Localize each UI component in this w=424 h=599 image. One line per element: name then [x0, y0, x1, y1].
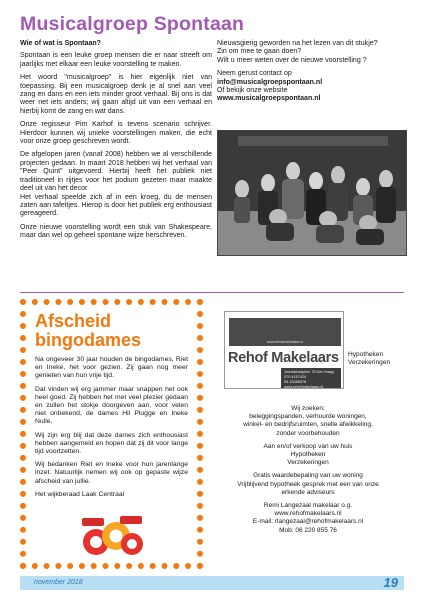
website-line: Of bekijk onze website	[217, 87, 288, 95]
article-left-column	[20, 40, 212, 246]
ad-side-services	[348, 351, 390, 368]
group-photo	[217, 130, 407, 256]
contact-email[interactable]: info@musicalgroepspontaan.nl	[217, 78, 323, 86]
article-paragraph: Spontaan is een leuke groep mensen die er naar streeft om jaarlijks met elkaar een leuke voorstelling te maken.	[20, 52, 212, 68]
ad-photo-strip	[229, 318, 341, 346]
article-question: Wie of wat is Spontaan?	[20, 40, 101, 47]
page-title: Musicalgroep Spontaan	[20, 13, 245, 35]
ad-address-block	[281, 368, 341, 388]
page-number: 19	[383, 575, 398, 590]
ad-valuation: Gratis waardebepaling van uw woning Vrijblijvend hypotheek gesprek met een van onze erkende adviseurs	[237, 472, 379, 496]
promo-title-line: bingodames	[35, 330, 142, 350]
article-paragraph: De afgelopen jaren (vanaf 2008) hebben we al verschillende projecten gedaan. In maart 2018 hebben wij het verhaal van "Peer Quint" uitgevoerd. Hierbij heeft het publiek niet traditioneel in rijtjes voor het podium gezeten maar maakte deel uit van het decor. Het verhaal speelde zich af in een kroeg, du de mensen zaten aan tafeltjes. Hierop is door het publiek erg enthousiast gereageerd.	[20, 151, 212, 218]
ad-address-line: 06 22085576	[284, 380, 307, 384]
promo-title	[35, 312, 188, 350]
section-divider	[20, 292, 404, 293]
ad-brand-name: Rehof Makelaars	[228, 350, 339, 366]
ad-side-line: Verzekeringen	[348, 359, 391, 367]
ad-address-line: 070 4157424	[284, 375, 307, 379]
ad-side-line: Hypotheken	[348, 351, 384, 358]
footer-date: november 2018	[34, 579, 83, 586]
contact-line: Neem gerust contact op	[217, 70, 292, 78]
advertisement-logo[interactable]	[224, 311, 344, 389]
ad-strip-url: www.rehofmakelaars.nl	[266, 340, 304, 344]
ad-wanted: Wij zoeken: beleggingspanden, verhuurde woningen, winkel- en bedrijfsruimten, snelle afwikkeling, zonder voorbehouden	[243, 405, 373, 437]
promo-signature: Het wijkberaad Laak Centraal	[35, 490, 125, 498]
ad-address-line: Jonckbloetplein 75 Den Haag	[284, 370, 334, 374]
ad-contact: Remi Langezaal makelaar o.g. www.rehofmakelaars.nl E-mail: rlangezaal@rehofmakelaars.nl Mob: 06 220 855 76	[252, 502, 364, 534]
ad-info-text	[218, 405, 398, 540]
promo-paragraph: Dat vinden wij erg jammer maar snappen het ook heel goed. Zij hebben het met veel plezier gedaan en zullen het stokje doorgeven aan, voor velen niet onbekend, de dames Hil Plugge en Ineke Nulle.	[35, 385, 188, 426]
ad-services: Aan en/of verkoop van uw huis Hypotheken Verzekeringen	[263, 442, 353, 467]
promo-paragraph: Wij zijn erg blij dat deze dames zich enthousiast hebben aangemeld en hopen dat zij dit voor lange tijd voortzetten.	[35, 431, 188, 456]
article-paragraph: Onze nieuwe voorstelling wordt een stuk van Shakespeare, maar dan wel op geheel spontane wijze herschreven.	[20, 223, 212, 240]
bingo-balls-icon	[76, 516, 146, 558]
promo-paragraph: Wij bedanken Riet en Ineke voor hun jarenlange inzet. Natuurlijk nemen wij ook op gepaste wijze afscheid van jullie.	[35, 461, 188, 485]
ad-address-line: www.rehofmakelaars.nl	[284, 385, 324, 389]
website-link[interactable]: www.musicalgroepspontaan.nl	[217, 95, 321, 103]
promo-title-line: Afscheid	[35, 311, 112, 331]
promo-paragraph: Na ongeveer 30 jaar houden de bingodames, Riet en Ineke, het voor gezien. Zij gaan nog meer genieten van hun vrije tijd.	[35, 356, 188, 380]
farewell-bingo-box	[20, 299, 203, 569]
article-paragraph: Het woord "musicalgroep" is hier eigenlijk niet van toepassing. Bij een musicalgroep denk je al snel aan veel zang en dans en een iets minder groot verhaal. Bij ons is dat weer net iets anders; wij gaan altijd uit van een verhaal en hierbij komt de zang en wat dans.	[20, 74, 212, 115]
article-intro: Nieuwsgierig geworden na het lezen van dit stukje? Zin om mee te gaan doen? Wilt u meer weten over de nieuwe voorstelling ?	[217, 40, 378, 64]
page-footer	[20, 576, 404, 590]
article-right-column	[217, 40, 407, 104]
article-paragraph: Onze regisseur Pim Karhof is tevens scenario schrijver. Hierdoor kunnen wij unieke voorstellingen maken, die echt voor onze groep geschreven wordt.	[20, 121, 212, 146]
